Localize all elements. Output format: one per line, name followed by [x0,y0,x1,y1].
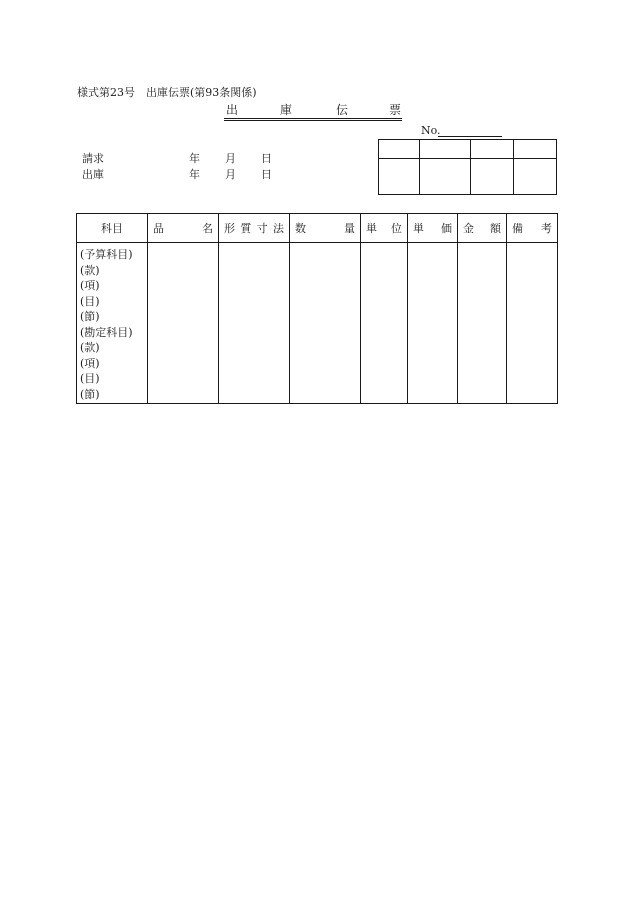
stamp-cell[interactable] [471,159,514,195]
approval-stamp-grid [378,139,557,195]
header-quantity [290,214,361,243]
issue-day-label: 日 [261,168,272,181]
stamp-cell[interactable] [514,159,557,195]
account-label: (項) [80,279,100,292]
header-unit [361,214,408,243]
item-table [76,213,558,404]
header-account [77,214,148,243]
stamp-cell[interactable] [379,159,420,195]
spec-cell[interactable] [219,243,290,404]
account-label: (款) [80,263,100,277]
header-text: 質 [240,222,252,235]
unit-price-cell[interactable] [408,243,458,404]
no-field[interactable] [438,136,502,137]
form-heading: 様式第23号 出庫伝票(第93条関係) [77,86,257,99]
account-label: (目) [80,372,100,385]
stamp-cell[interactable] [420,159,471,195]
header-text: 品 [153,222,164,235]
no-label: No. [421,124,441,137]
header-text: 寸 [256,222,268,235]
header-text: 金 [463,222,474,235]
stamp-header-cell[interactable] [471,140,514,159]
header-text: 額 [490,222,501,235]
account-label-list [77,243,147,402]
unit-cell[interactable] [361,243,408,404]
header-item-name [148,214,219,243]
header-text: 形 [224,222,235,235]
header-text: 名 [202,222,213,235]
account-label: (節) [80,310,100,323]
quantity-cell[interactable] [290,243,361,404]
issue-month-label: 月 [225,168,236,181]
account-label: (目) [80,294,100,308]
account-label: (予算科目) [80,248,133,261]
stamp-header-cell[interactable] [379,140,420,159]
header-text: 位 [391,222,402,235]
form-title [224,104,402,121]
header-amount [458,214,507,243]
account-label: (勘定科目) [80,325,133,339]
issue-label: 出庫 [82,168,104,181]
header-text: 数 [295,222,306,235]
item-name-cell[interactable] [148,243,219,404]
request-month-label: 月 [225,152,236,165]
account-label: (項) [80,356,100,370]
header-text: 単 [413,222,424,235]
header-text: 備 [512,222,523,235]
account-label: (款) [80,341,100,354]
stamp-header-cell[interactable] [420,140,471,159]
header-text: 単 [366,222,377,235]
title-char: 票 [389,103,402,117]
remarks-cell[interactable] [507,243,558,404]
issue-year-label: 年 [189,168,200,181]
request-label: 請求 [82,152,104,165]
request-year-label: 年 [189,152,200,165]
stamp-header-cell[interactable] [514,140,557,159]
header-text: 科目 [101,222,123,235]
account-cell[interactable] [77,243,148,404]
header-text: 価 [441,222,452,235]
header-remarks [507,214,558,243]
title-char: 伝 [336,103,349,117]
account-label: (節) [80,387,100,401]
title-char: 出 [226,103,239,117]
request-day-label: 日 [261,152,272,165]
header-unit-price [408,214,458,243]
header-text: 量 [344,222,355,235]
header-text: 法 [272,222,284,235]
header-spec [219,214,290,243]
title-char: 庫 [280,103,293,117]
amount-cell[interactable] [458,243,507,404]
header-text: 考 [541,222,552,235]
